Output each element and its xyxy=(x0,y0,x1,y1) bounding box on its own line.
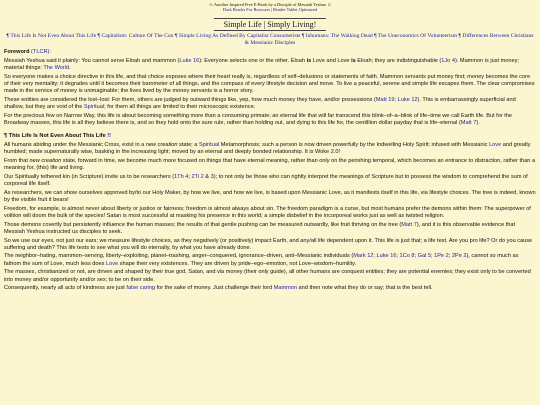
text: ); to not only be those who can rightly interpret the meanings of Scripture but to possess the wisdom to comprehend the sum of corporeal life itself. xyxy=(4,173,528,188)
reader-tablet-link[interactable]: Reader Tablet Optimized xyxy=(273,7,318,13)
text: ). Mammon is just money; material things: xyxy=(4,58,519,72)
section-paragraph-3 xyxy=(4,174,536,188)
toc-item-differences[interactable]: ¶ Differences Between Christians & Messianic Disciples xyxy=(244,32,534,46)
text: Our Spiritually tethered kin (in Scripture) invite us to be researchers ( xyxy=(4,173,175,180)
text: ; xyxy=(396,253,400,260)
section-paragraph-10 xyxy=(4,285,536,292)
ref-2ti-2[interactable]: 2Ti 2 xyxy=(191,173,204,180)
section-paragraph-7: So we use our eyes, not just our ears; we measure lifestyle choices, as they negatively (or positively) impact Earth, and any/all life dependent upon it. This life is just that; a life test. Are you pro life? Or do you cause suffering and death? This life tests to see what you will do eternally, by what you have already done. xyxy=(4,237,533,251)
section-paragraph-2 xyxy=(4,158,536,172)
text: ; for them all things are limited to their microscopic existence. xyxy=(104,104,256,111)
ref-luke-12[interactable]: Luke 12 xyxy=(397,97,418,104)
text: Those demons covertly but persistently influence the human masses; the results of that gentle pushing can be measured outwardly, like fruit thriving on the tree ( xyxy=(4,221,402,228)
text: new creation xyxy=(29,158,62,165)
ref-1pe-2[interactable]: 1Pe 2 xyxy=(434,253,449,260)
text: is xyxy=(306,58,312,65)
text: ; xyxy=(430,253,435,260)
foreword-paragraph-3 xyxy=(4,97,536,111)
ref-luke-16[interactable]: Luke 16 xyxy=(376,253,397,260)
section-heading xyxy=(4,133,536,140)
text: ): Everyone selects one or the other. Eloah xyxy=(199,58,307,65)
mammon-link[interactable]: Mammon xyxy=(273,285,297,292)
foreword-title: Foreword xyxy=(4,49,30,56)
text: ; xyxy=(373,253,377,260)
toc-item-capitalism[interactable]: ¶ Capitalism: Culture Of The Con xyxy=(97,32,174,39)
section-marks[interactable]: !! xyxy=(107,133,112,140)
table-of-contents xyxy=(4,33,536,47)
text: & xyxy=(203,173,211,180)
text: for the sake of money. Just challenge their lord xyxy=(155,285,274,292)
foreword-paragraph-1 xyxy=(4,58,536,72)
text: and then note what they do or say; that is the best tell. xyxy=(297,285,433,292)
text: state, forward in time, we become much more focused on things that have eternal meaning, rather than only on the perishing temporal, which becomes an entrance to distraction, rather than a meaning for, (this) life and living. xyxy=(4,158,536,172)
text: and greatly humbled; made supernaturally wise, basking in the increasing light; moved by an eternal and deeply bonded relationship. It is Woke 2.0! xyxy=(4,142,531,156)
section-paragraph-8 xyxy=(4,253,536,267)
love-link[interactable]: Love xyxy=(105,260,119,267)
text: Consequently, nearly all acts of kindness are just xyxy=(4,285,127,292)
ref-1co-8[interactable]: 1Co 8 xyxy=(399,253,415,260)
section-paragraph-5: Freedom, for example, is almost never about liberty or justice or fairness; freedom is almost always about sin. The freedom paradigm is a curse, but most humans prefer the demons within them: The superpower of volition will doom the bulk of the species! Satan is most successful at masking his presence in this world; a simple disbelief in the incorporeal works just as well as twisted religion. xyxy=(4,205,531,219)
toc-item-life[interactable]: ¶ This Life Is Not Even About This Life xyxy=(6,32,97,39)
text: ), and it is this observable evidence that Messiah Yeshua instructed us disciples to seek. xyxy=(4,221,516,235)
ref-1jo-4[interactable]: 1Jo 4 xyxy=(441,58,455,65)
text: is xyxy=(351,58,356,65)
text: ), cannot so much as fathom the sum of Love, much less does xyxy=(4,253,519,267)
text: . xyxy=(69,65,71,72)
text: Messiah Yeshua said it plainly: You cannot serve Eloah and mammon ( xyxy=(4,58,180,65)
text: These entities are considered the lost–lost: For them, others are judged by outward things like, yep, how much money they have, and/or possessions ( xyxy=(4,97,376,104)
dark-reader-link[interactable]: Dark Reader For Browsers xyxy=(222,7,271,13)
ref-1th-4[interactable]: 1Th 4 xyxy=(174,173,189,180)
ref-gal-5[interactable]: Gal 5 xyxy=(417,253,431,260)
text: Metamorphosis; such a person is now driven powerfully by the Indwelling Holy Spirit; infused with Messianic xyxy=(219,142,490,149)
love-link[interactable]: Love xyxy=(489,142,502,149)
text: From that xyxy=(4,158,30,165)
text: ). This is embarrassingly superficial and shallow, but they are void of the xyxy=(4,97,516,111)
text: shape their very existences. They are driven by pride–ego–emotion, not Love–wisdom–humility. xyxy=(118,260,357,267)
section-paragraph-6 xyxy=(4,222,536,236)
text: ; xyxy=(188,173,192,180)
text: new creation xyxy=(145,142,178,149)
ref-matt-7[interactable]: Matt 7 xyxy=(401,221,417,228)
text: ; xyxy=(394,97,398,104)
page-title: Simple Life | Simply Living! xyxy=(214,18,326,31)
section-paragraph-4: As researchers, we can show ourselves approved by/to our Holy Maker, by how we live, and how we live, is based upon Messianic Love, as it manifests itself in this life, via lifestyle choices. The tree is indeed, known by the visible fruit it bears! xyxy=(4,189,536,204)
top-note-text: ☺ Another Inspired Free E-Book by a Disciple of Messiah Yeshua ☺ xyxy=(208,2,332,7)
text: The neighbor–hating, mammon–serving, liberty–exploiting, planet–trashing, anger–conquered, ignorance–driven, anti–Messianic individuals ( xyxy=(4,253,354,260)
foreword-paragraph-2: So everyone makes a choice directive in this life, and that choice exposes where their heart really is, regardless of self–delusions or statements of faith. Mammon servants put money first; money becomes the core of their very mentality; it degrades until it becomes their barometer of all things, and the compass of every lifestyle decision and move. To live a peaceful, serene and simple life escapes them. The clear compromises made in the service of money is unimaginable; the lives lived by the money servants is a horror story. xyxy=(4,74,535,95)
text: state; a xyxy=(177,142,199,149)
text: Love and Love xyxy=(311,58,352,65)
ref-3[interactable]: 3 xyxy=(210,173,214,180)
toc-item-volunteerism[interactable]: ¶ The Uneconomics Of Volunteerism xyxy=(374,32,458,39)
toc-item-simple-living[interactable]: ¶ Simple Living As Defined By Capitalist Consumerists xyxy=(174,32,301,39)
text: ; xyxy=(414,253,418,260)
foreword-heading xyxy=(4,49,536,56)
toc-item-inhumans[interactable]: ¶ Inhumans: The Walking Dead xyxy=(301,32,373,39)
section-title: ¶ This Life Is Not Even About This Life xyxy=(4,133,106,140)
section-paragraph-1 xyxy=(4,142,536,156)
ref-matt-19[interactable]: Matt 19 xyxy=(375,97,395,104)
top-links: Dark Reader For Browsers | Reader Tablet Optimized xyxy=(222,7,318,13)
ref-luke-16[interactable]: Luke 16 xyxy=(179,58,200,65)
text: ). xyxy=(476,120,480,127)
text: For the precious few on Narrow Way, this life is about becoming something more than a consuming primate; an eternal life that will far transcend this blink–of–a–blink of life–time we call Earth life. But for the Broadway masses, this life is all they believe there is, and so they hold onto the sure rule, rather than holding out, and dying to this life for, the centillion dollar payday that is life–eternal ( xyxy=(4,113,513,127)
the-world-link[interactable]: The World xyxy=(43,65,70,72)
foreword-paragraph-4 xyxy=(4,113,536,127)
ref-2pe-2[interactable]: 2Pe 2 xyxy=(451,253,467,260)
text: ; xyxy=(448,253,452,260)
false-caring-link[interactable]: false caring xyxy=(126,285,156,292)
ref-matt-7[interactable]: Matt 7 xyxy=(460,120,477,127)
text: Eloah; they are indistinguishable ( xyxy=(355,58,442,65)
spiritual-link[interactable]: Spiritual xyxy=(198,142,220,149)
tlcr-link[interactable]: (TLCR): xyxy=(31,49,51,56)
text: All humans abiding under the Messianic Cross, exist in a xyxy=(4,142,146,149)
ref-mark-12[interactable]: Mark 12 xyxy=(353,253,374,260)
section-paragraph-9: The masses, christianized or not, are driven and shaped by their true god, Satan, and via money (their only guide), all other humans are conquest entities; they are potential enemies; they exist only to be converted into money and/or opportunity and/or sex; to be on their side. xyxy=(4,269,531,283)
spiritual-link[interactable]: Spiritual xyxy=(83,104,105,111)
